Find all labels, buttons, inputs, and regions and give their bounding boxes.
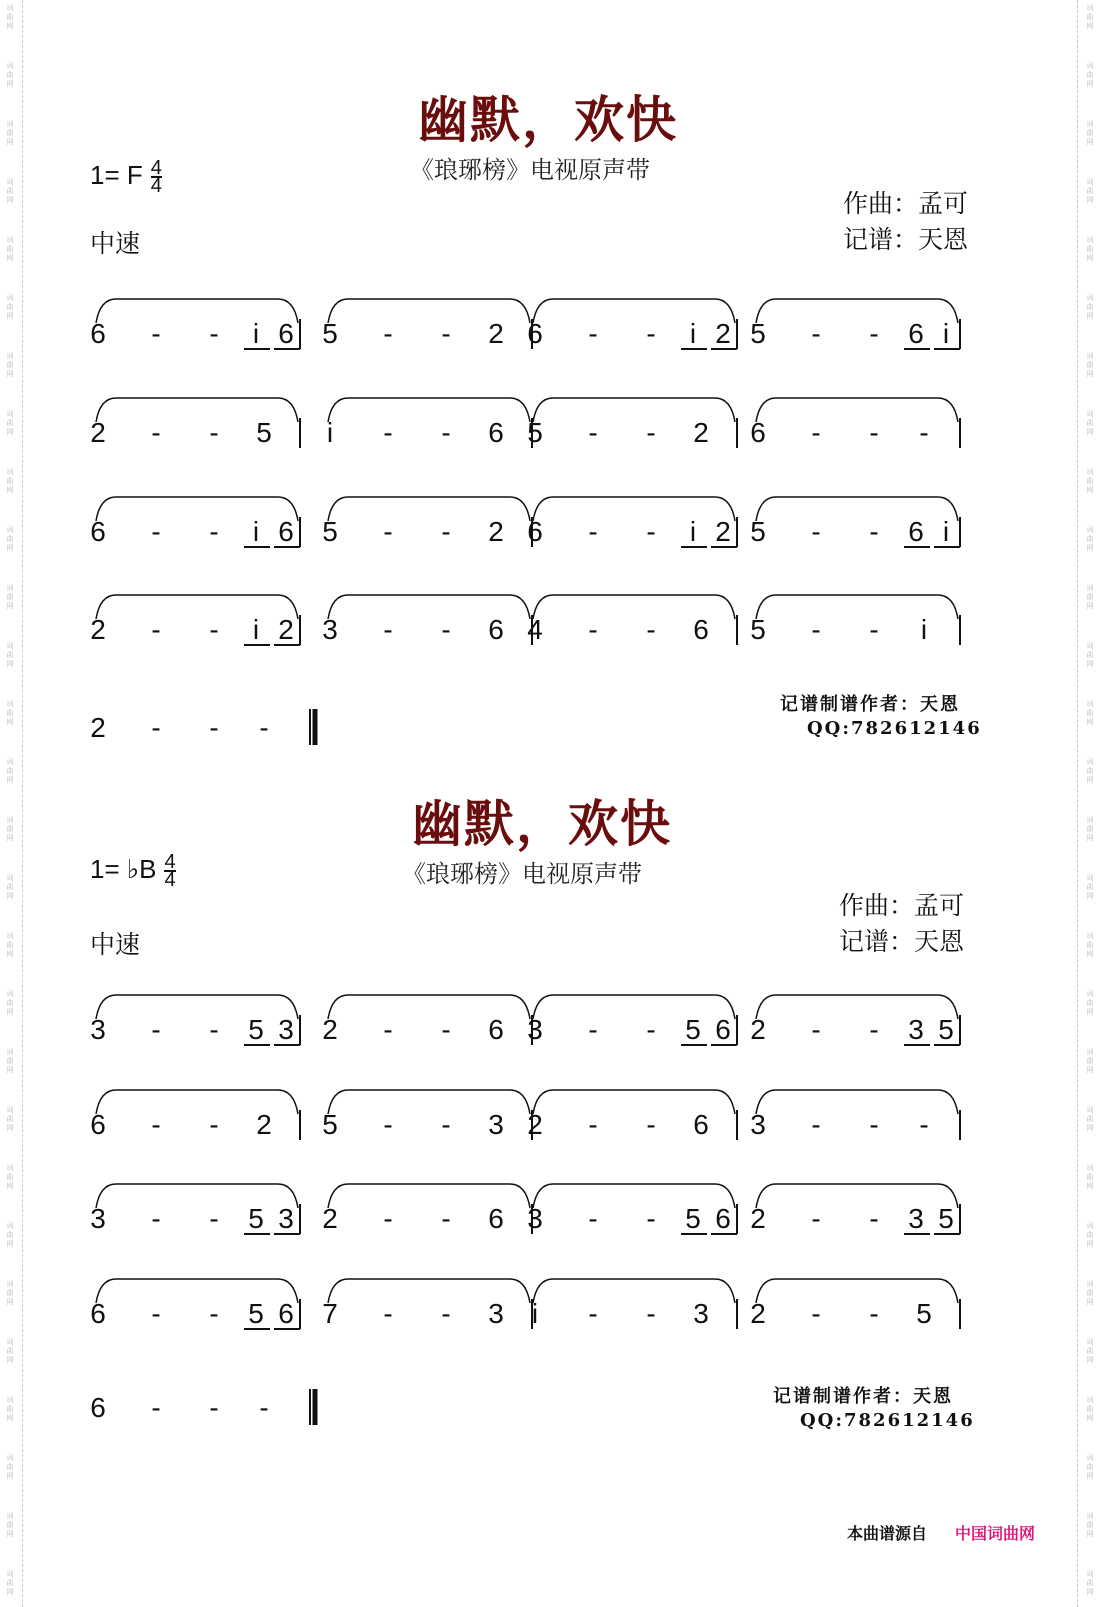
watermark-text: 词 曲 网 (1086, 1164, 1094, 1190)
watermark-text: 词 曲 网 (1086, 758, 1094, 784)
dash-note: - (383, 1014, 393, 1045)
watermark-text: 词 曲 网 (1086, 526, 1094, 552)
note: 2 (527, 1109, 543, 1140)
watermark-text: 词 曲 网 (1086, 62, 1094, 88)
note: 6 (488, 417, 504, 448)
slur (533, 995, 735, 1019)
dash-note: - (441, 516, 451, 547)
watermark-text: 词 曲 网 (1086, 4, 1094, 30)
note: 6 (278, 1298, 294, 1329)
note: 5 (248, 1298, 264, 1329)
slur (533, 1184, 735, 1208)
watermark-text: 词 曲 网 (6, 1512, 14, 1538)
dash-note: - (588, 1298, 598, 1329)
watermark-text: 词 曲 网 (6, 1280, 14, 1306)
note: 2 (693, 417, 709, 448)
dash-note: - (151, 614, 161, 645)
slur (756, 299, 958, 323)
watermark-text: 词 曲 网 (6, 1396, 14, 1422)
watermark-text: 词 曲 网 (6, 294, 14, 320)
slur (96, 1184, 298, 1208)
watermark-text: 词 曲 网 (6, 700, 14, 726)
dash-note: - (151, 318, 161, 349)
note: 5 (938, 1203, 954, 1234)
watermark-text: 词 曲 网 (6, 4, 14, 30)
dash-note: - (209, 1203, 219, 1234)
dash-note: - (151, 1298, 161, 1329)
dash-note: - (441, 1298, 451, 1329)
slur (96, 995, 298, 1019)
watermark-text: 词 曲 网 (1086, 584, 1094, 610)
dash-note: - (646, 1298, 656, 1329)
note: 3 (90, 1203, 106, 1234)
dash-note: - (259, 712, 269, 743)
sheet2-key-label: 1= ♭B (90, 854, 157, 884)
dash-note: - (919, 417, 929, 448)
watermark-text: 词 曲 网 (1086, 1512, 1094, 1538)
sheet2-maker-name: 记谱制谱作者：天恩 (773, 1386, 953, 1407)
watermark-text: 词 曲 网 (6, 990, 14, 1016)
sheet2-composer: 作曲：孟可 (839, 891, 965, 920)
watermark-text: 词 曲 网 (1086, 120, 1094, 146)
note: 6 (488, 1014, 504, 1045)
dash-note: - (869, 516, 879, 547)
watermark-text: 词 曲 网 (1086, 816, 1094, 842)
watermark-text: 词 曲 网 (6, 352, 14, 378)
watermark-text: 词 曲 网 (1086, 1396, 1094, 1422)
dash-note: - (441, 1109, 451, 1140)
dash-note: - (441, 318, 451, 349)
watermark-text: 词 曲 网 (1086, 1280, 1094, 1306)
sheet2-qq: QQ:782612146 (800, 1410, 975, 1431)
watermark-text: 词 曲 网 (6, 120, 14, 146)
dash-note: - (869, 1109, 879, 1140)
note: 5 (248, 1014, 264, 1045)
note: 6 (715, 1014, 731, 1045)
sheet2-transcriber: 记谱：天恩 (839, 927, 965, 956)
slur (756, 497, 958, 521)
dash-note: - (209, 1298, 219, 1329)
sheet1-composer: 作曲：孟可 (843, 189, 969, 218)
watermark-text: 词 曲 网 (6, 178, 14, 204)
dash-note: - (588, 1203, 598, 1234)
dash-note: - (588, 614, 598, 645)
note: 5 (685, 1014, 701, 1045)
dash-note: - (209, 318, 219, 349)
note: 3 (278, 1014, 294, 1045)
dash-note: - (869, 614, 879, 645)
dash-note: - (869, 1203, 879, 1234)
note: 2 (322, 1203, 338, 1234)
dash-note: - (209, 1014, 219, 1045)
dash-note: - (811, 1014, 821, 1045)
note: 5 (256, 417, 272, 448)
slur (96, 497, 298, 521)
dash-note: - (588, 1109, 598, 1140)
dash-note: - (646, 614, 656, 645)
note: 2 (715, 318, 731, 349)
dash-note: - (383, 516, 393, 547)
note: 6 (715, 1203, 731, 1234)
slur (756, 1184, 958, 1208)
dash-note: - (383, 614, 393, 645)
sheet2-title: 幽默，欢快 (412, 794, 672, 853)
dash-note: - (151, 516, 161, 547)
dash-note: - (383, 1298, 393, 1329)
footer-site-link[interactable]: 中国词曲网 (955, 1524, 1036, 1543)
dash-note: - (441, 1203, 451, 1234)
note: 3 (750, 1109, 766, 1140)
note: 6 (90, 1298, 106, 1329)
dash-note: - (646, 1014, 656, 1045)
note: 5 (938, 1014, 954, 1045)
note: 6 (527, 516, 543, 547)
sheet1-subtitle: 《琅琊榜》电视原声带 (410, 156, 650, 184)
note: 6 (693, 1109, 709, 1140)
dash-note: - (209, 712, 219, 743)
dash-note: - (209, 1109, 219, 1140)
watermark-text: 词 曲 网 (1086, 642, 1094, 668)
note: 2 (90, 614, 106, 645)
dash-note: - (151, 1014, 161, 1045)
dash-note: - (209, 417, 219, 448)
dash-note: - (151, 417, 161, 448)
note: 5 (916, 1298, 932, 1329)
watermark-text: 词 曲 网 (1086, 874, 1094, 900)
dash-note: - (869, 318, 879, 349)
watermark-text: 词 曲 网 (6, 642, 14, 668)
note: 3 (527, 1203, 543, 1234)
watermark-text: 词 曲 网 (6, 1164, 14, 1190)
note: 7 (322, 1298, 338, 1329)
watermark-text: 词 曲 网 (6, 1048, 14, 1074)
note: 2 (488, 516, 504, 547)
note: i (252, 614, 260, 645)
note: 5 (685, 1203, 701, 1234)
note: 3 (488, 1109, 504, 1140)
slur (756, 595, 958, 619)
slur (533, 299, 735, 323)
dash-note: - (869, 1298, 879, 1329)
note: 2 (488, 318, 504, 349)
dash-note: - (441, 1014, 451, 1045)
sheet1-qq: QQ:782612146 (807, 718, 982, 739)
dash-note: - (209, 1392, 219, 1423)
dash-note: - (383, 1109, 393, 1140)
dash-note: - (383, 417, 393, 448)
note: 2 (750, 1014, 766, 1045)
watermark-text: 词 曲 网 (1086, 1454, 1094, 1480)
dash-note: - (646, 1109, 656, 1140)
sheet2-tempo: 中速 (90, 930, 141, 959)
note: i (326, 417, 334, 448)
dash-note: - (919, 1109, 929, 1140)
slur (96, 1279, 298, 1303)
footer-source-label: 本曲谱源自 (847, 1524, 928, 1543)
watermark-text: 词 曲 网 (1086, 410, 1094, 436)
dash-note: - (588, 516, 598, 547)
watermark-text: 词 曲 网 (6, 410, 14, 436)
watermark-text: 词 曲 网 (6, 874, 14, 900)
dash-note: - (646, 318, 656, 349)
note: 3 (488, 1298, 504, 1329)
watermark-text: 词 曲 网 (6, 62, 14, 88)
watermark-text: 词 曲 网 (1086, 352, 1094, 378)
sheet1-time-signature: $\frac{4}{4}$ (150, 157, 162, 198)
sheet1-transcriber: 记谱：天恩 (843, 225, 969, 254)
note: 6 (278, 516, 294, 547)
note: 5 (750, 318, 766, 349)
dash-note: - (151, 1109, 161, 1140)
watermark-text: 词 曲 网 (6, 1222, 14, 1248)
watermark-text: 词 曲 网 (6, 758, 14, 784)
note: i (689, 318, 697, 349)
note: 2 (278, 614, 294, 645)
dash-note: - (588, 318, 598, 349)
note: 2 (322, 1014, 338, 1045)
note: i (689, 516, 697, 547)
note: 6 (908, 318, 924, 349)
note: 6 (908, 516, 924, 547)
note: i (252, 318, 260, 349)
note: 4 (527, 614, 543, 645)
dash-note: - (383, 318, 393, 349)
watermark-text: 词 曲 网 (1086, 1048, 1094, 1074)
note: 3 (908, 1014, 924, 1045)
dash-note: - (811, 318, 821, 349)
note: 6 (693, 614, 709, 645)
watermark-text: 词 曲 网 (1086, 468, 1094, 494)
slur (96, 299, 298, 323)
note: 3 (322, 614, 338, 645)
dash-note: - (811, 1203, 821, 1234)
watermark-text: 词 曲 网 (1086, 1106, 1094, 1132)
note: 5 (322, 1109, 338, 1140)
note: 6 (750, 417, 766, 448)
note: 2 (90, 712, 106, 743)
watermark-text: 词 曲 网 (1086, 700, 1094, 726)
dash-note: - (811, 1109, 821, 1140)
dash-note: - (259, 1392, 269, 1423)
dash-note: - (209, 614, 219, 645)
dash-note: - (646, 1203, 656, 1234)
slur (756, 995, 958, 1019)
watermark-text: 词 曲 网 (6, 1454, 14, 1480)
slur (533, 497, 735, 521)
note: 2 (750, 1298, 766, 1329)
note: i (942, 318, 950, 349)
watermark-text: 词 曲 网 (6, 526, 14, 552)
watermark-text: 词 曲 网 (1086, 932, 1094, 958)
sheet1-key-label: 1= F (90, 160, 143, 190)
dash-note: - (811, 417, 821, 448)
watermark-text: 词 曲 网 (6, 816, 14, 842)
watermark-text: 词 曲 网 (6, 468, 14, 494)
slur (96, 595, 298, 619)
dash-note: - (151, 1203, 161, 1234)
watermark-text: 词 曲 网 (6, 584, 14, 610)
watermark-text: 词 曲 网 (1086, 236, 1094, 262)
note: 2 (750, 1203, 766, 1234)
dash-note: - (383, 1203, 393, 1234)
watermark-text: 词 曲 网 (6, 1106, 14, 1132)
dash-note: - (151, 712, 161, 743)
watermark-text: 词 曲 网 (6, 1570, 14, 1596)
note: 3 (278, 1203, 294, 1234)
note: i (920, 614, 928, 645)
note: 3 (693, 1298, 709, 1329)
note: 2 (90, 417, 106, 448)
dash-note: - (811, 1298, 821, 1329)
note: 6 (90, 318, 106, 349)
dash-note: - (811, 516, 821, 547)
watermark-text: 词 曲 网 (1086, 1338, 1094, 1364)
sheet1-title: 幽默，欢快 (418, 90, 678, 149)
watermark-text: 词 曲 网 (1086, 178, 1094, 204)
note: 2 (715, 516, 731, 547)
dash-note: - (441, 417, 451, 448)
note: 3 (908, 1203, 924, 1234)
note: 6 (90, 1392, 106, 1423)
dash-note: - (588, 417, 598, 448)
note: 5 (322, 318, 338, 349)
dash-note: - (811, 614, 821, 645)
sheet2-subtitle: 《琅琊榜》电视原声带 (402, 860, 642, 888)
dash-note: - (151, 1392, 161, 1423)
note: 6 (488, 1203, 504, 1234)
dash-note: - (588, 1014, 598, 1045)
note: 5 (322, 516, 338, 547)
watermark-text: 词 曲 网 (1086, 1222, 1094, 1248)
note: 6 (90, 1109, 106, 1140)
dash-note: - (646, 516, 656, 547)
note: 5 (527, 417, 543, 448)
dash-note: - (441, 614, 451, 645)
dash-note: - (869, 1014, 879, 1045)
note: 3 (90, 1014, 106, 1045)
note: 5 (750, 516, 766, 547)
dash-note: - (209, 516, 219, 547)
note: i (942, 516, 950, 547)
note: 6 (90, 516, 106, 547)
note: 6 (278, 318, 294, 349)
watermark-text: 词 曲 网 (6, 236, 14, 262)
note: 6 (488, 614, 504, 645)
sheet2-time-signature: $\frac{4}{4}$ (164, 851, 176, 892)
note: 3 (527, 1014, 543, 1045)
note: 5 (248, 1203, 264, 1234)
watermark-text: 词 曲 网 (6, 932, 14, 958)
watermark-text: 词 曲 网 (6, 1338, 14, 1364)
note: 2 (256, 1109, 272, 1140)
dash-note: - (646, 417, 656, 448)
sheet1-tempo: 中速 (90, 229, 141, 258)
note: 5 (750, 614, 766, 645)
watermark-text: 词 曲 网 (1086, 294, 1094, 320)
note: 6 (527, 318, 543, 349)
dash-note: - (869, 417, 879, 448)
note: i (531, 1298, 539, 1329)
note: i (252, 516, 260, 547)
watermark-text: 词 曲 网 (1086, 990, 1094, 1016)
sheet1-maker-name: 记谱制谱作者：天恩 (780, 694, 960, 715)
watermark-text: 词 曲 网 (1086, 1570, 1094, 1596)
